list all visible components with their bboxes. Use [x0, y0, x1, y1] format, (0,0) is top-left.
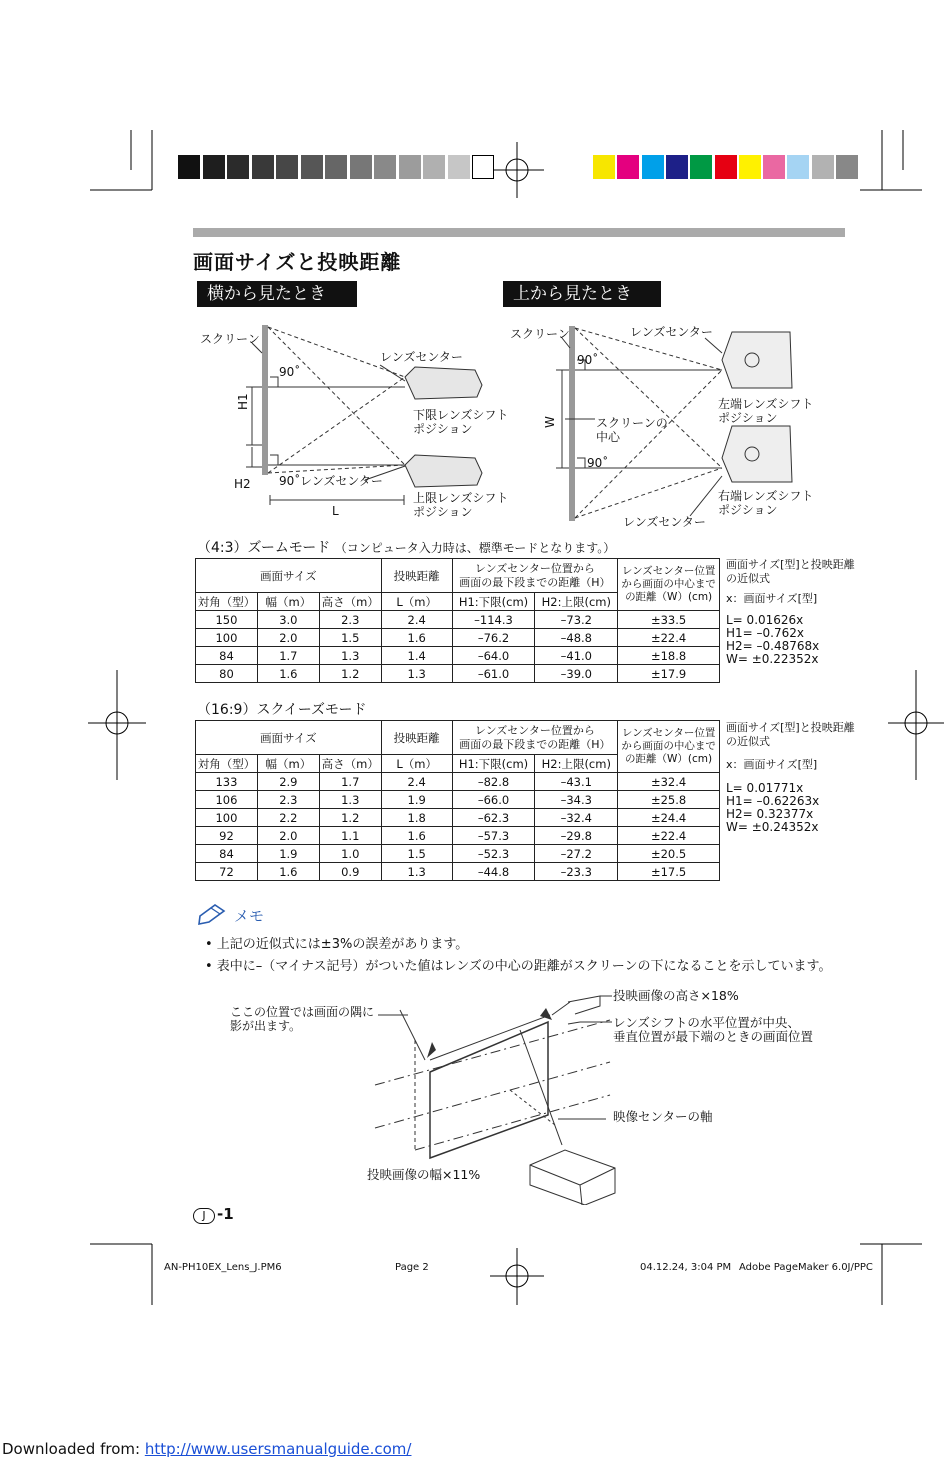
side-lower-shift-label: 下限レンズシフト ポジション: [413, 408, 509, 436]
table-cell: –82.8: [452, 773, 535, 791]
footer-date: 04.12.24, 3:04 PM: [640, 1262, 732, 1273]
table-cell: –27.2: [535, 845, 618, 863]
gray-swatch: [227, 155, 249, 179]
table-cell: 1.5: [319, 629, 381, 647]
top-angle2-label: 90˚: [587, 456, 609, 470]
table-row: [196, 665, 720, 683]
table-cell: 1.9: [381, 791, 452, 809]
top-right-shift-label: 右端レンズシフト ポジション: [718, 489, 814, 517]
side-upper-shift-label: 上限レンズシフト ポジション: [413, 491, 509, 519]
table-cell: –43.1: [535, 773, 618, 791]
table-cell: ±20.5: [618, 845, 720, 863]
table169-c-diag: 対角（型）: [196, 755, 258, 773]
table-cell: –52.3: [452, 845, 535, 863]
table-cell: –48.8: [535, 629, 618, 647]
table-cell: 2.4: [381, 773, 452, 791]
download-note: Downloaded from: http://www.usersmanualguide.com/: [2, 1440, 412, 1458]
table-cell: 2.2: [257, 809, 319, 827]
page-title: 画面サイズと投映距離: [193, 250, 402, 274]
table-cell: 2.4: [381, 611, 452, 629]
table-cell: 150: [196, 611, 258, 629]
table-cell: –32.4: [535, 809, 618, 827]
color-swatch: [690, 155, 712, 179]
top-left-shift-label: 左端レンズシフト ポジション: [718, 397, 814, 425]
page-number-j: J: [193, 1208, 215, 1224]
page-number: -1: [217, 1205, 234, 1223]
table169-formula-x: x：画面サイズ[型]: [726, 758, 818, 771]
table-cell: 100: [196, 809, 258, 827]
table43-c-height: 高さ（m）: [319, 593, 381, 611]
table169-heading: （16:9）スクイーズモード: [197, 702, 367, 718]
side-h1-label: H1: [236, 393, 250, 410]
table43-h-lens: レンズセンター位置から 画面の最下段までの距離（H）: [452, 559, 618, 593]
table-cell: 84: [196, 845, 258, 863]
color-swatch: [593, 155, 615, 179]
memo-note-2: • 表中に–（マイナス記号）がついた値はレンズの中心の距離がスクリーンの下になることを示しています。: [205, 959, 832, 974]
gray-swatch: [325, 155, 347, 179]
table-cell: 133: [196, 773, 258, 791]
gray-swatch: [448, 155, 470, 179]
gray-swatch: [423, 155, 445, 179]
table43-h-w: レンズセンター位置 から画面の中心まで の距離（W）(cm): [618, 559, 720, 611]
table-cell: ±22.4: [618, 629, 720, 647]
table-cell: 1.0: [319, 845, 381, 863]
table-cell: –66.0: [452, 791, 535, 809]
table-cell: 1.3: [319, 647, 381, 665]
table-cell: ±22.4: [618, 827, 720, 845]
table43-h-size: 画面サイズ: [196, 559, 382, 593]
footer-page: Page 2: [395, 1262, 429, 1273]
table169-c-height: 高さ（m）: [319, 755, 381, 773]
color-swatch: [642, 155, 664, 179]
side-angle1-label: 90˚: [279, 365, 301, 379]
corner-shadow-label: ここの位置では画面の隅に 影が出ます。: [230, 1005, 375, 1033]
table-cell: 1.9: [257, 845, 319, 863]
table-cell: 1.4: [381, 647, 452, 665]
color-swatch: [739, 155, 761, 179]
table-row: [196, 647, 720, 665]
table169-h-w: レンズセンター位置 から画面の中心まで の距離（W）(cm): [618, 721, 720, 773]
table-cell: –73.2: [535, 611, 618, 629]
color-swatch: [763, 155, 785, 179]
table-cell: 1.7: [319, 773, 381, 791]
table-cell: 2.3: [319, 611, 381, 629]
lens-shift-position-label: レンズシフトの水平位置が中央、 垂直位置が最下端のときの画面位置: [613, 1015, 814, 1044]
table-row: [196, 611, 720, 629]
table-cell: 2.0: [257, 827, 319, 845]
table-row: [196, 809, 720, 827]
table169-c-h1: H1:下限(cm): [452, 755, 535, 773]
table-cell: ±17.9: [618, 665, 720, 683]
table-cell: 1.2: [319, 665, 381, 683]
table-cell: 1.3: [381, 863, 452, 881]
table-cell: 1.6: [257, 665, 319, 683]
table-row: [196, 863, 720, 881]
table-cell: 1.3: [381, 665, 452, 683]
table43-heading: （4:3）ズームモード （コンピュータ入力時は、標準モードとなります。）: [197, 540, 616, 556]
gray-swatch: [399, 155, 421, 179]
table-cell: –39.0: [535, 665, 618, 683]
table-cell: –61.0: [452, 665, 535, 683]
table-cell: 1.5: [381, 845, 452, 863]
gray-swatch: [276, 155, 298, 179]
table-cell: 2.9: [257, 773, 319, 791]
table-cell: –44.8: [452, 863, 535, 881]
gray-swatch: [301, 155, 323, 179]
table43-c-width: 幅（m）: [257, 593, 319, 611]
table-cell: ±24.4: [618, 809, 720, 827]
color-swatch: [787, 155, 809, 179]
table169: [195, 720, 720, 881]
table-cell: –57.3: [452, 827, 535, 845]
side-h2-label: H2: [234, 477, 251, 491]
footer-app: Adobe PageMaker 6.0J/PPC: [739, 1262, 873, 1273]
table-cell: –41.0: [535, 647, 618, 665]
color-swatch: [617, 155, 639, 179]
table43-c-h2: H2:上限(cm): [535, 593, 618, 611]
table-row: [196, 791, 720, 809]
table-cell: ±32.4: [618, 773, 720, 791]
top-w-label: W: [543, 416, 557, 428]
table43-formula-note: 画面サイズ[型]と投映距離 の近似式: [726, 558, 855, 585]
side-l-label: L: [332, 504, 339, 518]
table169-h-lens: レンズセンター位置から 画面の最下段までの距離（H）: [452, 721, 618, 755]
table169-formula-note: 画面サイズ[型]と投映距離 の近似式: [726, 721, 855, 748]
table169-h-dist: 投映距離: [381, 721, 452, 755]
gray-swatch: [472, 155, 494, 179]
memo-note-1: • 上記の近似式には±3%の誤差があります。: [205, 937, 469, 952]
table-cell: 1.8: [381, 809, 452, 827]
table-cell: –34.3: [535, 791, 618, 809]
table43-formulas: L= 0.01626x H1= –0.762x H2= –0.48768x W= ±0.22352x: [726, 613, 820, 666]
pencil-icon: [197, 902, 233, 926]
top-angle1-label: 90˚: [577, 353, 599, 367]
table-row: [196, 845, 720, 863]
image-center-axis-label: 映像センターの軸: [613, 1109, 713, 1124]
side-screen-label: スクリーン: [200, 332, 260, 346]
top-lens-center-bottom-label: レンズセンター: [623, 515, 706, 529]
table-row: [196, 773, 720, 791]
table-cell: 100: [196, 629, 258, 647]
table43-h-dist: 投映距離: [381, 559, 452, 593]
table-cell: ±17.5: [618, 863, 720, 881]
table-cell: 106: [196, 791, 258, 809]
table-cell: –23.3: [535, 863, 618, 881]
gray-swatch: [350, 155, 372, 179]
side-view-label: 横から見たとき: [197, 281, 357, 307]
gray-swatch: [252, 155, 274, 179]
table169-formulas: L= 0.01771x H1= –0.62263x H2= 0.32377x W= ±0.24352x: [726, 781, 820, 834]
table169-c-h2: H2:上限(cm): [535, 755, 618, 773]
table-cell: 84: [196, 647, 258, 665]
table43-c-diag: 対角（型）: [196, 593, 258, 611]
gray-swatch: [203, 155, 225, 179]
table-cell: 1.3: [319, 791, 381, 809]
side-angle2-label: 90˚: [279, 474, 301, 488]
top-lens-center-label: レンズセンター: [630, 325, 713, 339]
header-rule: [193, 228, 845, 237]
table-cell: ±33.5: [618, 611, 720, 629]
table-row: [196, 629, 720, 647]
table-cell: –29.8: [535, 827, 618, 845]
table43-c-h1: H1:下限(cm): [452, 593, 535, 611]
table43-formula-x: x：画面サイズ[型]: [726, 592, 818, 605]
top-screen-label: スクリーン: [510, 327, 570, 341]
color-swatch: [666, 155, 688, 179]
table43-c-l: L（m）: [381, 593, 452, 611]
table-row: [196, 827, 720, 845]
color-swatch: [836, 155, 858, 179]
table-cell: 1.2: [319, 809, 381, 827]
image-height-label: 投映画像の高さ×18%: [613, 988, 739, 1003]
color-swatch: [812, 155, 834, 179]
table-cell: –62.3: [452, 809, 535, 827]
table169-c-width: 幅（m）: [257, 755, 319, 773]
table-cell: ±18.8: [618, 647, 720, 665]
side-lens-center2-label: レンズセンター: [300, 474, 383, 488]
image-width-label: 投映画像の幅×11%: [367, 1167, 481, 1182]
table-cell: 0.9: [319, 863, 381, 881]
table-cell: –64.0: [452, 647, 535, 665]
table-cell: 1.6: [257, 863, 319, 881]
top-view-label: 上から見たとき: [503, 281, 661, 307]
color-swatch: [715, 155, 737, 179]
table-cell: ±25.8: [618, 791, 720, 809]
table-cell: 1.7: [257, 647, 319, 665]
gray-swatch: [374, 155, 396, 179]
table43: [195, 558, 720, 683]
memo-title: メモ: [234, 907, 265, 925]
top-screen-center-label: スクリーンの 中心: [596, 416, 668, 444]
table-cell: 80: [196, 665, 258, 683]
table-cell: 92: [196, 827, 258, 845]
table-cell: 1.1: [319, 827, 381, 845]
table-cell: –114.3: [452, 611, 535, 629]
table-cell: 2.3: [257, 791, 319, 809]
table-cell: 1.6: [381, 629, 452, 647]
footer-file: AN-PH10EX_Lens_J.PM6: [164, 1262, 282, 1273]
table-cell: –76.2: [452, 629, 535, 647]
table-cell: 3.0: [257, 611, 319, 629]
table-cell: 72: [196, 863, 258, 881]
table-cell: 1.6: [381, 827, 452, 845]
table-cell: 2.0: [257, 629, 319, 647]
side-lens-center-label: レンズセンター: [380, 350, 463, 364]
gray-swatch: [178, 155, 200, 179]
table169-c-l: L（m）: [381, 755, 452, 773]
download-link[interactable]: http://www.usersmanualguide.com/: [144, 1440, 412, 1458]
table169-h-size: 画面サイズ: [196, 721, 382, 755]
